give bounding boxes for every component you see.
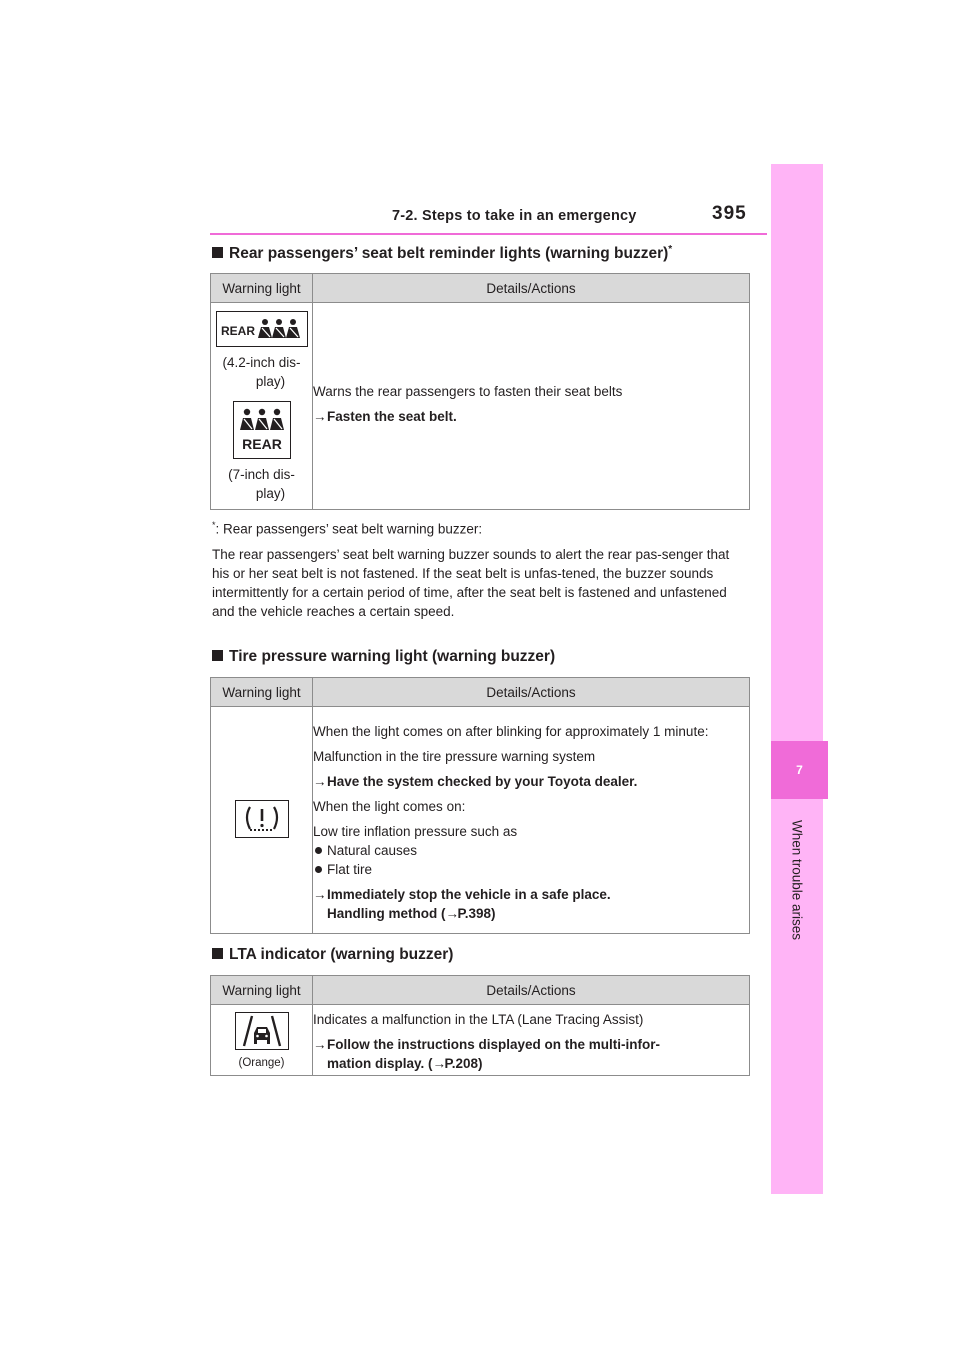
arrow-icon: → [432,1055,447,1071]
action-text: →Follow the instructions displayed on the multi-infor- [313,1036,660,1052]
rear-seatbelt-42-icon [216,311,308,347]
details-cell: When the light comes on after blinking for approximately 1 minute: Malfunction in the tire pressure warning system →Have the system checked by your Toyota dealer. When the light comes on: Low tire inflation pressure such as Natural causes Flat tire →Immediately stop the vehicle in a safe place. Handling method (→P.398) [313,707,750,934]
page-reference-link[interactable]: P.398) [457,905,496,921]
details-cell: Indicates a malfunction in the LTA (Lane Tracing Assist) →Follow the instructions displayed on the multi-infor- mation display. (→P.208) [313,1005,750,1076]
rear-seatbelt-7-icon [233,401,291,459]
tire-pressure-table [210,677,750,934]
lta-heading: LTA indicator (warning buzzer) [212,946,453,964]
icon-color-caption: (Orange) [238,1056,285,1069]
chapter-label: When trouble arises [789,819,805,941]
action-text: →Fasten the seat belt. [313,409,457,424]
svg-text:REAR: REAR [220,324,255,338]
list-item: Flat tire [313,860,749,879]
page-reference-link[interactable]: P.208) [444,1055,483,1071]
action-text: →Have the system checked by your Toyota dealer. [313,773,638,789]
chapter-side-strip [771,164,823,1194]
footnote-title: *: Rear passengers’ seat belt warning buzzer: [212,520,483,537]
bullet-dot-icon [315,866,322,873]
arrow-icon: → [313,886,327,902]
details-cell: Warns the rear passengers to fasten their seat belts →Fasten the seat belt. [313,303,750,510]
tire-pressure-heading: Tire pressure warning light (warning buzzer) [212,648,555,666]
table-header-row [211,976,750,1005]
table-row [211,303,750,510]
arrow-icon: → [313,773,327,789]
section-title: 7-2. Steps to take in an emergency [392,208,637,224]
chapter-number-tab[interactable]: 7 [771,741,828,799]
tire-pressure-icon [235,800,289,838]
footnote-body: The rear passengers’ seat belt warning buzzer sounds to alert the rear pas-senger that his or her seat belt is not fastened. If the seat belt is unfas-tened, the buzzer sounds intermittently for a certain period of time, after the seat belt is fastened and unfastened and the vehicle reaches a certain speed. [212,547,730,619]
table-row [211,707,750,934]
col-details-actions: Details/Actions [313,976,750,1005]
warning-light-cell [211,707,313,934]
square-bullet-icon [212,247,223,258]
caption-7-inch: (7-inch dis- play) [228,467,295,501]
col-warning-light: Warning light [211,274,313,303]
action-text: Handling method (→P.398) [327,905,496,921]
caption-42-inch: (4.2-inch dis- play) [222,355,301,389]
arrow-icon: → [313,409,327,424]
header-rule [210,233,767,235]
col-warning-light: Warning light [211,678,313,707]
list-item: Natural causes [313,841,749,860]
rear-seatbelt-table [210,273,750,510]
rear-seatbelt-heading: Rear passengers’ seat belt reminder lights (warning buzzer)* [212,244,672,263]
square-bullet-icon [212,650,223,661]
bullet-dot-icon [315,847,322,854]
square-bullet-icon [212,948,223,959]
arrow-icon: → [313,1036,327,1052]
table-row [211,1005,750,1076]
col-warning-light: Warning light [211,976,313,1005]
action-text: mation display. (→P.208) [327,1055,483,1071]
warning-light-cell [211,303,313,510]
action-text: →Immediately stop the vehicle in a safe place. [313,886,611,902]
col-details-actions: Details/Actions [313,678,750,707]
page-number: 395 [712,203,747,224]
table-header-row [211,678,750,707]
col-details-actions: Details/Actions [313,274,750,303]
arrow-icon: → [445,905,459,921]
lta-indicator-icon [235,1012,289,1050]
svg-text:REAR: REAR [241,436,282,452]
warning-light-cell [211,1005,313,1076]
lta-table [210,975,750,1076]
table-header-row [211,274,750,303]
